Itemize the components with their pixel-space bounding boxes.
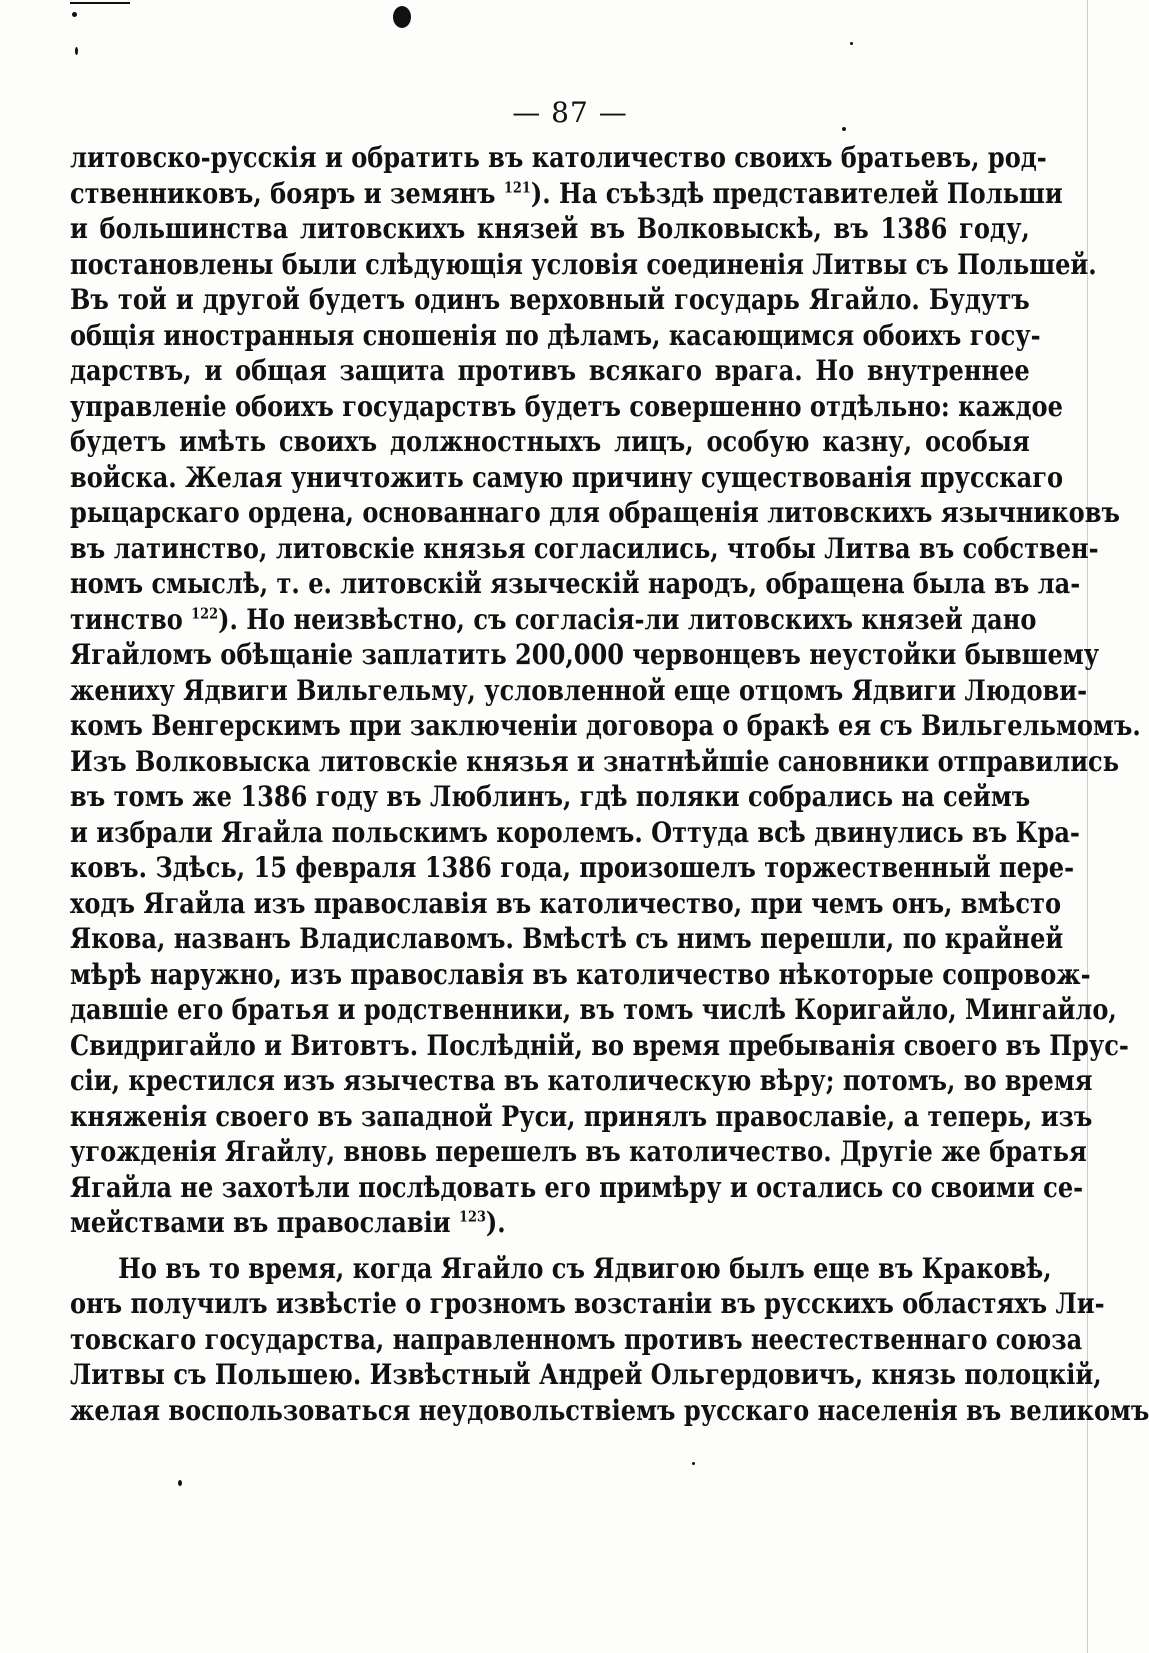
line-text: жениху Ядвиги Вильгельму, условленной еще отцомъ Ядвиги Людови- <box>70 673 1088 707</box>
line-text: Изъ Волковыска литовскіе князья и знатнѣйшіе сановники отправились <box>70 744 1120 778</box>
line-text: Якова, названъ Владиславомъ. Вмѣстѣ съ нимъ перешли, по крайней <box>70 922 1064 955</box>
text-line <box>70 1357 1102 1393</box>
text-line <box>70 1028 1129 1064</box>
footnote-ref: 121 <box>503 178 531 197</box>
line-text: Ягайломъ обѣщаніе заплатить 200,000 червонцевъ неустойки бывшему <box>70 638 1100 671</box>
text-line <box>70 353 1030 389</box>
text-line <box>70 602 1037 638</box>
text-line <box>70 1322 1083 1358</box>
text-line <box>70 886 1062 922</box>
text-line <box>70 531 1099 567</box>
footnote-ref: 122 <box>191 604 219 623</box>
scan-speck <box>850 42 853 45</box>
line-text: Свидригайло и Витовтъ. Послѣдній, во время пребыванія своего въ Прус- <box>70 1028 1129 1062</box>
line-text: тинство <box>70 602 192 636</box>
text-line <box>70 1063 1093 1099</box>
text-line <box>70 460 1064 496</box>
line-text: Въ той и другой будетъ одинъ верховный государь Ягайло. Будутъ <box>70 283 1030 316</box>
line-text-after-footnote: ). <box>485 1206 506 1239</box>
page-number: — 87 — <box>512 96 628 129</box>
line-text: будетъ имѣть своихъ должностныхъ лицъ, особую казну, особыя <box>70 425 1030 458</box>
text-line <box>70 247 1097 283</box>
text-line <box>70 495 1120 531</box>
line-text: рыцарскаго ордена, основаннаго для обращенія литовскихъ язычниковъ <box>70 496 1120 529</box>
line-text: и избрали Ягайла польскимъ королемъ. Оттуда всѣ двинулись въ Кра- <box>70 815 1080 849</box>
line-text: Ягайла не захотѣли послѣдовать его примѣру и остались со своими се- <box>70 1170 1084 1204</box>
text-line <box>70 1286 1105 1322</box>
text-line <box>70 992 1117 1028</box>
text-line <box>70 850 1075 886</box>
line-text: угожденія Ягайлу, вновь перешелъ въ католичество. Другіе же братья <box>70 1135 1087 1168</box>
line-text: ходъ Ягайла изъ православія въ католичество, при чемъ онъ, вмѣсто <box>70 886 1062 920</box>
line-text: товскаго государства, направленномъ противъ неестественнаго союза <box>70 1322 1083 1356</box>
text-line <box>70 744 1120 780</box>
text-line <box>70 140 1047 176</box>
line-text: Литвы съ Польшею. Извѣстный Андрей Ольгердовичъ, князь полоцкій, <box>70 1358 1102 1391</box>
line-text: постановлены были слѣдующія условія соединенія Литвы съ Польшей. <box>70 247 1097 281</box>
scan-speck <box>692 1462 695 1465</box>
line-text: и большинства литовскихъ князей въ Волковыскѣ, въ 1386 году, <box>70 212 1030 245</box>
text-line <box>70 708 1141 744</box>
text-line <box>70 318 1041 354</box>
line-text: комъ Венгерскимъ при заключеніи договора о бракѣ ея съ Вильгельмомъ. <box>70 709 1141 742</box>
scan-speck <box>178 1480 182 1486</box>
line-text: сіи, крестился изъ язычества въ католическую вѣру; потомъ, во время <box>70 1064 1093 1097</box>
line-text: Но въ то время, когда Ягайло съ Ядвигою былъ еще въ Краковѣ, <box>118 1251 1052 1285</box>
text-line <box>70 1251 1052 1287</box>
line-text: мействами въ православіи <box>70 1206 459 1239</box>
text-line <box>70 957 1091 993</box>
line-text: давшіе его братья и родственники, въ томъ числѣ Коригайло, Мингайло, <box>70 993 1117 1026</box>
line-text: ственниковъ, бояръ и земянъ <box>70 176 504 210</box>
text-line <box>70 921 1064 957</box>
line-text: общія иностранныя сношенія по дѣламъ, касающимся обоихъ госу- <box>70 318 1041 352</box>
scan-speck <box>70 2 130 4</box>
text-line <box>70 282 1030 318</box>
text-line <box>70 1134 1087 1170</box>
scan-speck <box>75 47 78 55</box>
scan-speck <box>72 12 77 17</box>
line-text: войска. Желая уничтожить самую причину существованія прусскаго <box>70 460 1064 494</box>
text-line <box>70 566 1081 602</box>
line-text: желая воспользоваться неудовольствіемъ русскаго населенія въ великомъ <box>70 1393 1149 1427</box>
text-line <box>70 211 1030 247</box>
text-line <box>70 637 1100 673</box>
text-line <box>70 1099 1093 1135</box>
line-text: управленіе обоихъ государствъ будетъ совершенно отдѣльно: каждое <box>70 389 1063 423</box>
line-text: въ латинство, литовскіе князья согласились, чтобы Литва въ собствен- <box>70 531 1099 565</box>
body-text <box>70 140 1149 1428</box>
text-line <box>70 176 1063 212</box>
line-text: княженія своего въ западной Руси, принялъ православіе, а теперь, изъ <box>70 1099 1093 1133</box>
text-line <box>70 779 1030 815</box>
line-text: номъ смыслѣ, т. е. литовскій языческій народъ, обращена была въ ла- <box>70 567 1081 600</box>
footnote-ref: 123 <box>458 1207 486 1226</box>
paragraph-gap <box>70 1241 1030 1251</box>
text-line <box>70 815 1080 851</box>
text-line <box>70 1170 1084 1206</box>
text-line <box>70 1205 1030 1241</box>
scan-speck <box>393 6 411 28</box>
text-line <box>70 389 1063 425</box>
line-text: литовско-русскія и обратить въ католичество своихъ братьевъ, род- <box>70 141 1047 174</box>
line-text: онъ получилъ извѣстіе о грозномъ возстаніи въ русскихъ областяхъ Ли- <box>70 1287 1105 1320</box>
text-line <box>70 1393 1149 1429</box>
line-text-after-footnote: ). Но неизвѣстно, съ согласія-ли литовскихъ князей дано <box>218 602 1037 636</box>
line-text-after-footnote: ). На съѣздѣ представителей Польши <box>530 176 1063 210</box>
text-line <box>70 424 1030 460</box>
line-text: ковъ. Здѣсь, 15 февраля 1386 года, произошелъ торжественный пере- <box>70 851 1075 884</box>
text-line <box>70 673 1088 709</box>
line-text: въ томъ же 1386 году въ Люблинъ, гдѣ поляки собрались на сеймъ <box>70 780 1031 813</box>
line-text: дарствъ, и общая защита противъ всякаго врага. Но внутреннее <box>70 354 1030 387</box>
line-text: мѣрѣ наружно, изъ православія въ католичество нѣкоторые сопровож- <box>70 957 1091 991</box>
